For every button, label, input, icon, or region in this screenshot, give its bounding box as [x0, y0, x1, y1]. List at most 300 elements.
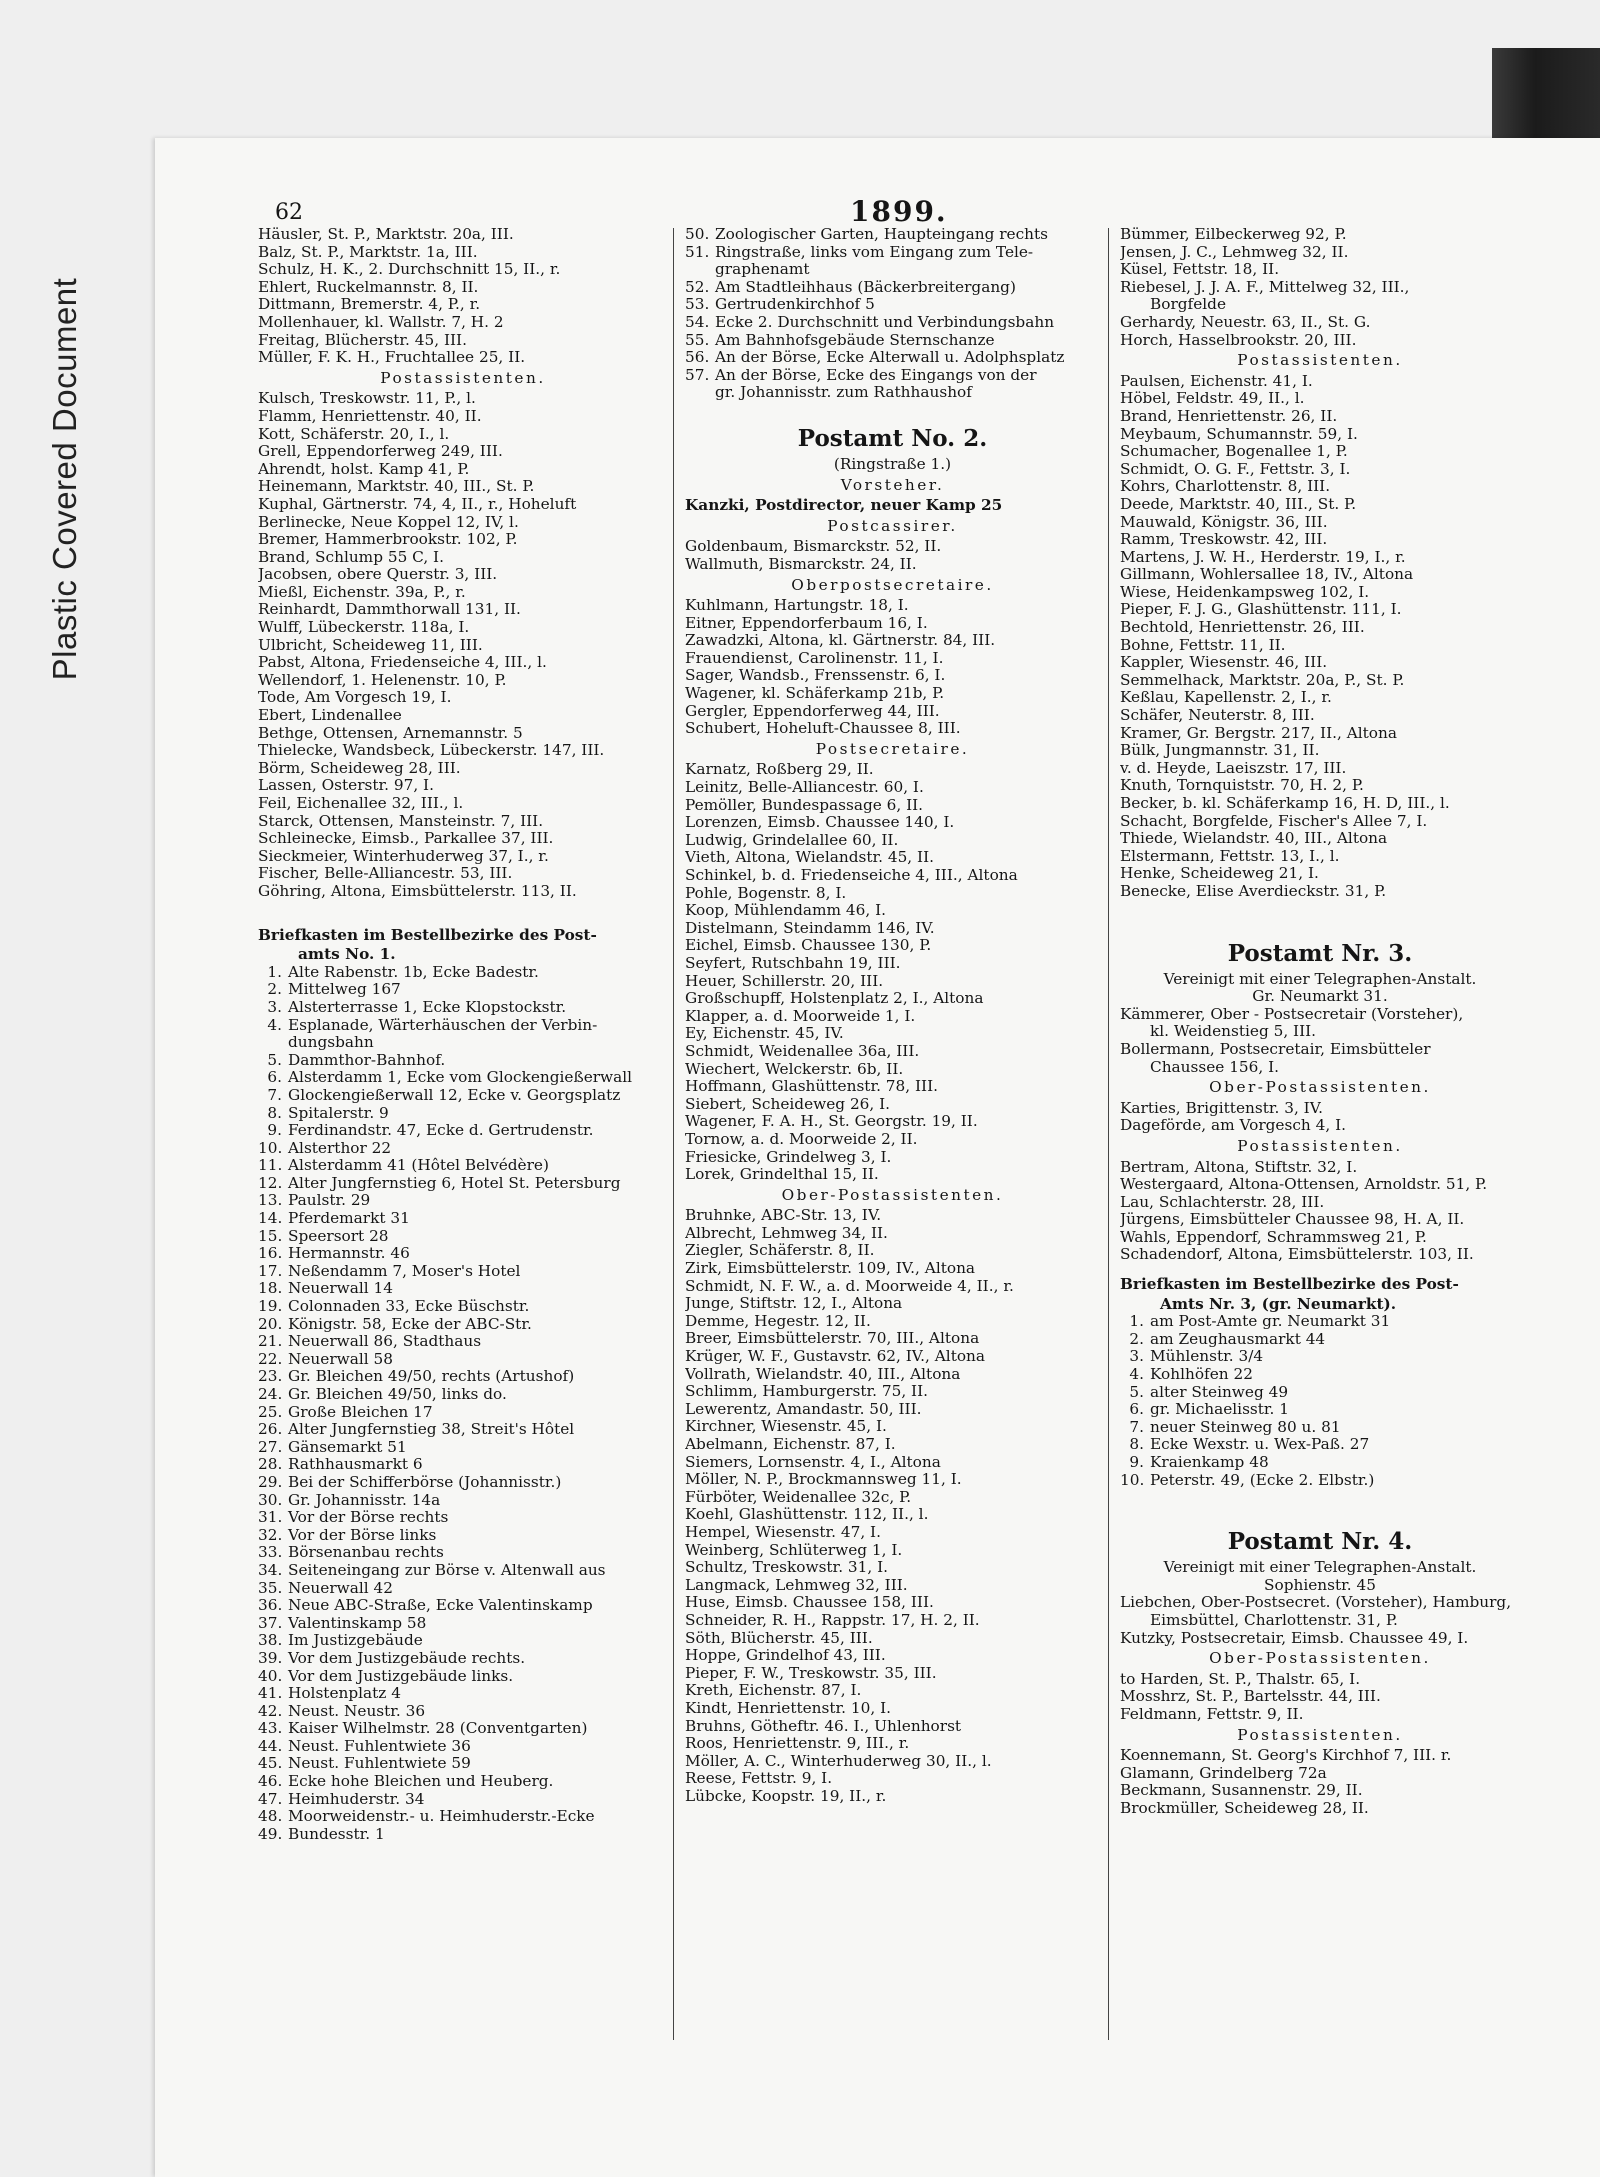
- page-number: 62: [275, 200, 303, 225]
- numbered-list-item: [258, 1368, 668, 1386]
- office-4-assist-heading: Postassistenten.: [1237, 1725, 1403, 1744]
- list-item: Kuphal, Gärtnerstr. 74, 4, II., r., Hoheluft: [258, 495, 577, 513]
- item-number: 13.: [258, 1192, 283, 1210]
- numbered-list-item: [685, 314, 1100, 332]
- item-text: Alter Jungfernstieg 38, Streit's Hôtel: [288, 1421, 575, 1439]
- office-3-assist-list: [1120, 1159, 1520, 1265]
- list-item: Schneider, R. H., Rappstr. 17, H. 2, II.: [685, 1611, 980, 1629]
- numbered-list-item: [1120, 1384, 1520, 1402]
- list-item: Borgfelde: [1150, 296, 1227, 314]
- item-text: Neuerwall 86, Stadthaus: [288, 1333, 482, 1351]
- item-number: 6.: [267, 1069, 282, 1087]
- list-item: Bethge, Ottensen, Arnemannstr. 5: [258, 724, 523, 742]
- list-item: Leinitz, Belle-Alliancestr. 60, I.: [685, 779, 924, 797]
- list-item: Kindt, Henriettenstr. 10, I.: [685, 1699, 891, 1717]
- list-item: Thiede, Wielandstr. 40, III., Altona: [1120, 830, 1388, 848]
- list-item: Bollermann, Postsecretair, Eimsbütteler: [1120, 1040, 1431, 1058]
- item-text: Moorweidenstr.- u. Heimhuderstr.-Ecke: [288, 1808, 595, 1826]
- column-3: [1120, 226, 1520, 1818]
- office-3-title: Postamt Nr. 3.: [1227, 939, 1413, 967]
- briefkasten-list-cont: [685, 226, 1100, 402]
- item-number: 28.: [258, 1456, 283, 1474]
- list-item: kl. Weidenstieg 5, III.: [1150, 1023, 1317, 1041]
- list-item: Koop, Mühlendamm 46, I.: [685, 902, 886, 920]
- list-item: Becker, b. kl. Schäferkamp 16, H. D, III., l.: [1120, 795, 1450, 812]
- office-4-assist-list: [1120, 1747, 1520, 1817]
- numbered-list-item: [258, 1474, 668, 1492]
- list-item: Lübcke, Koopstr. 19, II., r.: [685, 1787, 887, 1805]
- list-item: Wagener, F. A. H., St. Georgstr. 19, II.: [685, 1113, 978, 1131]
- item-text: Kaiser Wilhelmstr. 28 (Conventgarten): [288, 1720, 588, 1738]
- list-item: Lassen, Osterstr. 97, I.: [258, 777, 434, 795]
- list-item: Ulbricht, Scheideweg 11, III.: [258, 636, 483, 654]
- item-text: Valentinskamp 58: [288, 1614, 427, 1632]
- list-item: Reese, Fettstr. 9, I.: [685, 1770, 833, 1788]
- item-number: 39.: [258, 1649, 283, 1667]
- item-text: Große Bleichen 17: [288, 1403, 433, 1421]
- numbered-list-item: [258, 1509, 668, 1527]
- item-number: 4.: [267, 1016, 282, 1034]
- item-number: 14.: [258, 1210, 283, 1228]
- office-4-address: Sophienstr. 45: [1264, 1575, 1376, 1594]
- item-text: Alsterthor 22: [288, 1139, 392, 1157]
- list-item: Paulsen, Eichenstr. 41, I.: [1120, 372, 1313, 390]
- item-text: Neßendamm 7, Moser's Hotel: [288, 1262, 521, 1280]
- item-text: gr. Michaelisstr. 1: [1150, 1401, 1290, 1419]
- list-item: Schultz, Treskowstr. 31, I.: [685, 1559, 889, 1577]
- item-number: 55.: [685, 331, 710, 349]
- item-text: Mittelweg 167: [288, 981, 401, 999]
- numbered-list-item: [258, 1404, 668, 1422]
- item-text: Ferdinandstr. 47, Ecke d. Gertrudenstr.: [288, 1122, 594, 1140]
- item-text: Alsterdamm 41 (Hôtel Belvédère): [288, 1157, 549, 1175]
- list-item: Vollrath, Wielandstr. 40, III., Altona: [685, 1365, 961, 1383]
- item-text: Gr. Johannisstr. 14a: [288, 1491, 441, 1509]
- list-item: Wiechert, Welckerstr. 6b, II.: [685, 1060, 904, 1078]
- list-item: Freitag, Blücherstr. 45, III.: [258, 331, 467, 349]
- numbered-list-item: [258, 1105, 668, 1123]
- numbered-list-item: [685, 261, 1100, 279]
- list-item: Schumacher, Bogenallee 1, P.: [1120, 443, 1348, 461]
- office-3-briefkasten-heading-cont: Amts Nr. 3, (gr. Neumarkt).: [1160, 1294, 1397, 1313]
- numbered-list-item: [258, 1017, 668, 1035]
- section-heading-cassirer: Postcassirer.: [827, 516, 958, 535]
- list-item: Bruhns, Götheftr. 46. I., Uhlenhorst: [685, 1717, 962, 1735]
- item-text: Ecke hohe Bleichen und Heuberg.: [288, 1773, 554, 1791]
- item-text: Im Justizgebäude: [288, 1632, 423, 1650]
- office-4-title: Postamt Nr. 4.: [1227, 1528, 1413, 1556]
- item-number: 57.: [685, 366, 710, 384]
- list-item: Kuhlmann, Hartungstr. 18, I.: [685, 597, 909, 615]
- numbered-list-item: [258, 999, 668, 1017]
- list-item: Distelmann, Steindamm 146, IV.: [685, 919, 935, 937]
- list-item: Kreth, Eichenstr. 87, I.: [685, 1682, 862, 1700]
- list-item: Abelmann, Eichenstr. 87, I.: [685, 1436, 896, 1453]
- list-item: Benecke, Elise Averdieckstr. 31, P.: [1120, 882, 1387, 900]
- list-item: Fürböter, Weidenallee 32c, P.: [685, 1488, 912, 1506]
- numbered-list-item: [258, 1034, 668, 1052]
- list-item: Kämmerer, Ober - Postsecretair (Vorsteher),: [1120, 1005, 1464, 1023]
- oberassistenten-list: [685, 1207, 1100, 1805]
- item-text: Colonnaden 33, Ecke Büschstr.: [288, 1298, 530, 1316]
- list-item: Wiese, Heidenkampsweg 102, I.: [1120, 583, 1370, 601]
- column-1: [258, 226, 668, 1843]
- list-item: Sager, Wandsb., Frenssenstr. 6, I.: [685, 667, 946, 685]
- item-number: 22.: [258, 1350, 283, 1368]
- numbered-list-item: [258, 1122, 668, 1140]
- item-number: 38.: [258, 1632, 283, 1650]
- list-item: Gillmann, Wohlersallee 18, IV., Altona: [1120, 566, 1414, 584]
- list-item: Kutzky, Postsecretair, Eimsb. Chaussee 49, I.: [1120, 1629, 1469, 1647]
- item-number: 44.: [258, 1737, 283, 1755]
- list-item: Feldmann, Fettstr. 9, II.: [1120, 1705, 1304, 1723]
- list-item: Hoffmann, Glashüttenstr. 78, III.: [685, 1078, 938, 1096]
- numbered-list-item: [258, 1580, 668, 1598]
- item-number: 31.: [258, 1509, 283, 1527]
- list-item: Bülk, Jungmannstr. 31, II.: [1120, 742, 1320, 760]
- list-item: Zawadzki, Altona, kl. Gärtnerstr. 84, III.: [685, 632, 996, 650]
- list-item: Kulsch, Treskowstr. 11, P., l.: [258, 390, 476, 408]
- list-item: v. d. Heyde, Laeiszstr. 17, III.: [1120, 759, 1347, 777]
- item-number: 36.: [258, 1597, 283, 1615]
- numbered-list-item: [258, 1421, 668, 1439]
- numbered-list-item: [685, 384, 1100, 402]
- numbered-list-item: [258, 1755, 668, 1773]
- numbered-list-item: [258, 1175, 668, 1193]
- briefkasten-list: [258, 964, 668, 1844]
- numbered-list-item: [258, 1157, 668, 1175]
- item-number: 45.: [258, 1755, 283, 1773]
- item-number: 9.: [1129, 1454, 1144, 1471]
- item-number: 53.: [685, 296, 710, 314]
- item-text: Alte Rabenstr. 1b, Ecke Badestr.: [288, 963, 539, 981]
- list-item: Goldenbaum, Bismarckstr. 52, II.: [685, 538, 942, 556]
- list-item: Wagener, kl. Schäferkamp 21b, P.: [685, 685, 945, 703]
- item-text: Peterstr. 49, (Ecke 2. Elbstr.): [1150, 1471, 1375, 1489]
- numbered-list-item: [685, 332, 1100, 350]
- item-number: 18.: [258, 1280, 283, 1298]
- list-item: Beckmann, Susannenstr. 29, II.: [1120, 1782, 1363, 1800]
- obersecretaire-list: [685, 597, 1100, 738]
- item-text: Alsterterrasse 1, Ecke Klopstockstr.: [288, 998, 567, 1016]
- list-item: Schadendorf, Altona, Eimsbüttelerstr. 103, II.: [1120, 1246, 1474, 1264]
- item-number: 51.: [685, 243, 710, 261]
- item-text: Esplanade, Wärterhäuschen der Verbin-: [288, 1016, 598, 1034]
- office-address: (Ringstraße 1.): [833, 454, 952, 473]
- list-item: Reinhardt, Dammthorwall 131, II.: [258, 601, 521, 619]
- section-heading-obersecretaire: Oberpostsecretaire.: [791, 575, 994, 594]
- numbered-list-item: [1120, 1331, 1520, 1349]
- item-number: 37.: [258, 1614, 283, 1632]
- list-item: Huse, Eimsb. Chaussee 158, III.: [685, 1594, 934, 1612]
- item-number: 10.: [1120, 1471, 1145, 1489]
- briefkasten-heading-cont: amts No. 1.: [298, 945, 396, 964]
- item-number: 40.: [258, 1667, 283, 1685]
- item-number: 23.: [258, 1368, 283, 1386]
- item-text: Paulstr. 29: [288, 1192, 371, 1210]
- item-text: Hermannstr. 46: [288, 1245, 410, 1263]
- list-item: Mollenhauer, kl. Wallstr. 7, H. 2: [258, 313, 504, 331]
- numbered-list-item: [685, 279, 1100, 297]
- item-number: 1.: [1129, 1313, 1144, 1331]
- item-number: 5.: [267, 1051, 282, 1069]
- list-item: Siebert, Scheideweg 26, I.: [685, 1095, 891, 1113]
- vorsteher-entry: Kanzki, Postdirector, neuer Kamp 25: [685, 497, 1003, 515]
- item-number: 15.: [258, 1227, 283, 1245]
- list-item: Heuer, Schillerstr. 20, III.: [685, 972, 884, 990]
- list-item: Langmack, Lehmweg 32, III.: [685, 1576, 908, 1594]
- section-heading-postassistenten-col3: Postassistenten.: [1237, 351, 1403, 370]
- office-4-oberassist-list: [1120, 1671, 1520, 1724]
- list-item: Jürgens, Eimsbütteler Chaussee 98, H. A, II.: [1120, 1211, 1465, 1229]
- list-item: Schmidt, Weidenallee 36a, III.: [685, 1042, 920, 1060]
- numbered-list-item: [258, 1773, 668, 1791]
- list-item: Ramm, Treskowstr. 42, III.: [1120, 531, 1328, 549]
- office-3-address: Gr. Neumarkt 31.: [1252, 987, 1388, 1006]
- item-number: 35.: [258, 1579, 283, 1597]
- list-item: Vieth, Altona, Wielandstr. 45, II.: [685, 849, 934, 867]
- secretaire-list: [685, 761, 1100, 1183]
- list-item: Feil, Eichenallee 32, III., l.: [258, 795, 464, 812]
- numbered-list-item: [258, 1351, 668, 1369]
- item-number: 19.: [258, 1298, 283, 1316]
- numbered-list-item: [258, 1685, 668, 1703]
- item-number: 7.: [267, 1086, 282, 1104]
- item-number: 10.: [258, 1139, 283, 1157]
- office-4-oberassist-heading: Ober-Postassistenten.: [1209, 1649, 1431, 1668]
- office-3-staff: [1120, 1006, 1520, 1076]
- list-item: Karties, Brigittenstr. 3, IV.: [1120, 1099, 1323, 1117]
- list-item: Ebert, Lindenallee: [258, 707, 402, 725]
- section-heading-vorsteher: Vorsteher.: [840, 475, 945, 494]
- item-number: 49.: [258, 1825, 283, 1843]
- column-divider-1: [673, 228, 674, 2040]
- item-number: 2.: [267, 981, 282, 999]
- item-text: Pferdemarkt 31: [288, 1210, 410, 1228]
- item-number: 16.: [258, 1245, 283, 1263]
- numbered-list-item: [258, 1562, 668, 1580]
- list-item: Schinkel, b. d. Friedenseiche 4, III., Altona: [685, 867, 1018, 884]
- list-item: Klapper, a. d. Moorweide 1, I.: [685, 1007, 916, 1025]
- numbered-list-item: [258, 1386, 668, 1404]
- list-item: Bremer, Hammerbrookstr. 102, P.: [258, 531, 518, 549]
- top-entry-list-col3: [1120, 226, 1520, 349]
- list-item: Pemöller, Bundespassage 6, II.: [685, 796, 924, 814]
- list-item: Deede, Marktstr. 40, III., St. P.: [1120, 495, 1357, 513]
- list-item: Schmidt, O. G. F., Fettstr. 3, I.: [1120, 460, 1351, 478]
- numbered-list-item: [685, 349, 1100, 367]
- briefkasten-heading: Briefkasten im Bestellbezirke des Post-: [258, 925, 597, 944]
- office-4-subtitle: Vereinigt mit einer Telegraphen-Anstalt.: [1163, 1558, 1477, 1577]
- list-item: Schleinecke, Eimsb., Parkallee 37, III.: [258, 830, 554, 848]
- numbered-list-item: [258, 1140, 668, 1158]
- list-item: Riebesel, J. J. A. F., Mittelweg 32, III.,: [1120, 278, 1410, 296]
- list-item: Fischer, Belle-Alliancestr. 53, III.: [258, 865, 513, 883]
- list-item: Bertram, Altona, Stiftstr. 32, I.: [1120, 1158, 1358, 1176]
- item-text: Bundesstr. 1: [288, 1825, 385, 1843]
- item-number: 5.: [1129, 1383, 1144, 1401]
- item-text: graphenamt: [715, 261, 810, 279]
- list-item: Großschupff, Holstenplatz 2, I., Altona: [685, 990, 984, 1008]
- list-item: Horch, Hasselbrookstr. 20, III.: [1120, 331, 1357, 349]
- list-item: Pabst, Altona, Friedenseiche 4, III., l.: [258, 654, 547, 672]
- list-item: Jensen, J. C., Lehmweg 32, II.: [1120, 243, 1349, 261]
- numbered-list-item: [258, 1650, 668, 1668]
- list-item: Krüger, W. F., Gustavstr. 62, IV., Altona: [685, 1348, 986, 1366]
- list-item: Weinberg, Schlüterweg 1, I.: [685, 1541, 903, 1559]
- numbered-list-item: [258, 1791, 668, 1809]
- numbered-list-item: [258, 1527, 668, 1545]
- office-title: Postamt No. 2.: [797, 424, 988, 452]
- list-item: Semmelhack, Marktstr. 20a, P., St. P.: [1120, 671, 1405, 689]
- item-text: Königstr. 58, Ecke der ABC-Str.: [288, 1315, 532, 1333]
- item-number: 48.: [258, 1808, 283, 1826]
- item-number: 26.: [258, 1421, 283, 1439]
- item-text: Glockengießerwall 12, Ecke v. Georgsplatz: [288, 1086, 621, 1104]
- top-entry-list: [258, 226, 668, 367]
- numbered-list-item: [258, 964, 668, 982]
- office-3-briefkasten-heading: Briefkasten im Bestellbezirke des Post-: [1120, 1275, 1459, 1294]
- list-item: Junge, Stiftstr. 12, I., Altona: [685, 1295, 903, 1313]
- cassirer-list: [685, 538, 1100, 573]
- item-text: Kohlhöfen 22: [1150, 1366, 1253, 1384]
- list-item: Lau, Schlachterstr. 28, III.: [1120, 1193, 1325, 1211]
- numbered-list-item: [258, 1052, 668, 1070]
- numbered-list-item: [258, 1263, 668, 1281]
- item-number: 29.: [258, 1473, 283, 1491]
- list-item: Pohle, Bogenstr. 8, I.: [685, 884, 847, 902]
- list-item: Tode, Am Vorgesch 19, I.: [258, 689, 452, 707]
- list-item: Thielecke, Wandsbeck, Lübeckerstr. 147, III.: [258, 742, 605, 760]
- numbered-list-item: [258, 1544, 668, 1562]
- item-text: Alsterdamm 1, Ecke vom Glockengießerwall: [288, 1069, 633, 1087]
- list-item: Schlimm, Hamburgerstr. 75, II.: [685, 1383, 928, 1401]
- list-item: Möller, N. P., Brockmannsweg 11, I.: [685, 1471, 962, 1489]
- list-item: Albrecht, Lehmweg 34, II.: [685, 1224, 888, 1242]
- numbered-list-item: [258, 981, 668, 999]
- item-number: 50.: [685, 226, 710, 243]
- list-item: Jacobsen, obere Querstr. 3, III.: [258, 566, 498, 584]
- list-item: Dittmann, Bremerstr. 4, P., r.: [258, 296, 481, 314]
- list-item: Wahls, Eppendorf, Schrammsweg 21, P.: [1120, 1228, 1427, 1246]
- item-text: Neust. Neustr. 36: [288, 1702, 426, 1720]
- numbered-list-item: [258, 1668, 668, 1686]
- office-3-briefkasten-list: [1120, 1313, 1520, 1489]
- numbered-list-item: [1120, 1401, 1520, 1419]
- item-number: 43.: [258, 1720, 283, 1738]
- numbered-list-item: [1120, 1348, 1520, 1366]
- item-number: 8.: [267, 1104, 282, 1122]
- item-number: 11.: [258, 1157, 283, 1175]
- list-item: Häusler, St. P., Marktstr. 20a, III.: [258, 226, 514, 243]
- numbered-list-item: [258, 1632, 668, 1650]
- list-item: Gergler, Eppendorferweg 44, III.: [685, 702, 940, 720]
- list-item: to Harden, St. P., Thalstr. 65, I.: [1120, 1670, 1361, 1688]
- numbered-list-item: [258, 1069, 668, 1087]
- numbered-list-item: [258, 1298, 668, 1316]
- list-item: Grell, Eppendorferweg 249, III.: [258, 443, 503, 461]
- list-item: Kott, Schäferstr. 20, I., l.: [258, 425, 450, 443]
- list-item: Möller, A. C., Winterhuderweg 30, II., l.: [685, 1752, 992, 1770]
- item-text: Vor der Börse links: [288, 1526, 437, 1544]
- item-text: Vor dem Justizgebäude rechts.: [288, 1649, 526, 1667]
- item-number: 3.: [1129, 1348, 1144, 1366]
- item-number: 52.: [685, 278, 710, 296]
- numbered-list-item: [258, 1316, 668, 1334]
- item-text: Dammthor-Bahnhof.: [288, 1051, 446, 1069]
- assistant-list-col3: [1120, 373, 1520, 901]
- item-number: 20.: [258, 1315, 283, 1333]
- item-text: Bei der Schifferbörse (Johannisstr.): [288, 1473, 562, 1491]
- section-heading-postassistenten: Postassistenten.: [380, 368, 546, 387]
- list-item: Heinemann, Marktstr. 40, III., St. P.: [258, 478, 535, 496]
- item-text: alter Steinweg 49: [1150, 1383, 1289, 1401]
- item-number: 56.: [685, 349, 710, 367]
- list-item: Ey, Eichenstr. 45, IV.: [685, 1025, 844, 1043]
- list-item: Seyfert, Rutschbahn 19, III.: [685, 954, 901, 972]
- list-item: Brand, Henriettenstr. 26, II.: [1120, 407, 1338, 425]
- item-text: neuer Steinweg 80 u. 81: [1150, 1418, 1341, 1436]
- item-text: Am Bahnhofsgebäude Sternschanze: [715, 331, 995, 349]
- item-text: Gr. Bleichen 49/50, links do.: [288, 1386, 507, 1403]
- item-text: Neuerwall 58: [288, 1350, 393, 1368]
- list-item: Glamann, Grindelberg 72a: [1120, 1764, 1327, 1782]
- item-text: Neust. Fuhlentwiete 59: [288, 1755, 471, 1773]
- numbered-list-item: [685, 296, 1100, 314]
- item-text: am Zeughausmarkt 44: [1150, 1330, 1326, 1348]
- numbered-list-item: [685, 367, 1100, 385]
- numbered-list-item: [258, 1228, 668, 1246]
- list-item: Schäfer, Neuterstr. 8, III.: [1120, 707, 1315, 725]
- list-item: Ludwig, Grindelallee 60, II.: [685, 831, 899, 849]
- item-number: 34.: [258, 1561, 283, 1579]
- page-year-header: 1899.: [850, 195, 948, 228]
- list-item: Zirk, Eimsbüttelerstr. 109, IV., Altona: [685, 1260, 976, 1278]
- numbered-list-item: [685, 244, 1100, 262]
- item-text: Alter Jungfernstieg 6, Hotel St. Petersburg: [288, 1174, 621, 1192]
- list-item: Mießl, Eichenstr. 39a, P., r.: [258, 583, 466, 601]
- numbered-list-item: [258, 1738, 668, 1756]
- list-item: Söth, Blücherstr. 45, III.: [685, 1629, 873, 1647]
- numbered-list-item: [258, 1439, 668, 1457]
- numbered-list-item: [258, 1456, 668, 1474]
- item-text: An der Börse, Ecke Alterwall u. Adolphsplatz: [715, 349, 1065, 367]
- list-item: Eitner, Eppendorferbaum 16, I.: [685, 614, 928, 632]
- list-item: Börm, Scheideweg 28, III.: [258, 759, 461, 777]
- numbered-list-item: [1120, 1472, 1520, 1490]
- item-text: dungsbahn: [288, 1034, 374, 1052]
- numbered-list-item: [1120, 1436, 1520, 1454]
- item-text: Ringstraße, links vom Eingang zum Tele-: [715, 243, 1034, 261]
- item-text: Mühlenstr. 3/4: [1150, 1348, 1264, 1366]
- item-text: Rathhausmarkt 6: [288, 1456, 423, 1474]
- list-item: Bechtold, Henriettenstr. 26, III.: [1120, 619, 1365, 637]
- list-item: Kohrs, Charlottenstr. 8, III.: [1120, 478, 1331, 496]
- section-heading-secretaire: Postsecretaire.: [815, 739, 970, 758]
- list-item: Frauendienst, Carolinenstr. 11, I.: [685, 649, 944, 667]
- item-number: 24.: [258, 1386, 283, 1403]
- list-item: Ahrendt, holst. Kamp 41, P.: [258, 460, 470, 478]
- item-text: Gänsemarkt 51: [288, 1438, 407, 1456]
- numbered-list-item: [258, 1826, 668, 1844]
- numbered-list-item: [258, 1615, 668, 1633]
- office-4-staff: [1120, 1594, 1520, 1647]
- item-number: 9.: [267, 1122, 282, 1140]
- list-item: Lorenzen, Eimsb. Chaussee 140, I.: [685, 814, 955, 832]
- item-number: 1.: [267, 963, 282, 981]
- list-item: Ziegler, Schäferstr. 8, II.: [685, 1242, 875, 1260]
- list-item: Eichel, Eimsb. Chaussee 130, P.: [685, 937, 932, 955]
